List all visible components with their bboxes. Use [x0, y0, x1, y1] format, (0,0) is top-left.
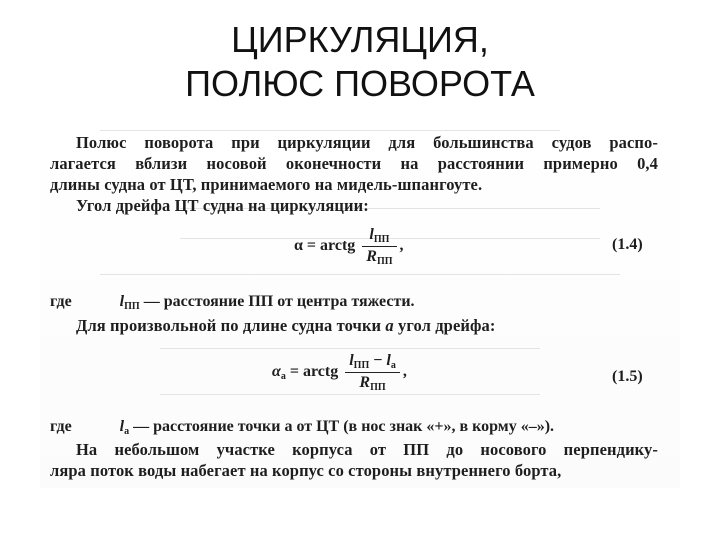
paragraph-4-line-2: ляра поток воды набегает на корпус со стороны внутреннего борта,	[50, 461, 562, 480]
equation-number-1-5: (1.5)	[612, 368, 643, 385]
title-line-2: ПОЛЮС ПОВОРОТА	[185, 63, 535, 104]
formula-2-numerator: $l_{ПП} - l_a$	[345, 352, 400, 373]
paragraph-4	[50, 439, 658, 481]
formula-2-fraction	[345, 352, 400, 393]
paragraph-1-line-2: лагается вблизи носовой оконечности на расстоянии примерно 0,4	[50, 154, 658, 173]
formula-1-4	[294, 226, 404, 267]
formula-2-tail: ,	[402, 363, 407, 381]
formula-1-denominator: $R_{ПП}$	[366, 248, 393, 267]
formula-2-eq: = arctg	[289, 363, 339, 381]
formula-2-denominator: $R_{ПП}$	[359, 374, 386, 393]
where-line-2	[50, 418, 554, 437]
scan-artifact	[100, 274, 620, 275]
where-2-symbol: $l_a$	[119, 418, 130, 437]
equation-number-1-4: (1.4)	[612, 236, 643, 253]
paragraph-4-line-1: На небольшом участке корпуса от ПП до носового перпендику-	[76, 440, 658, 459]
paragraph-3-text: Для произвольной по длине судна точки a угол дрейфа:	[76, 316, 496, 335]
paragraph-1-line-3: длины судна от ЦТ, принимаемого на мидель-шпангоуте.	[50, 175, 483, 194]
formula-1-fraction	[362, 226, 396, 267]
formula-2-lhs: $\alpha_a$	[272, 363, 286, 383]
paragraph-2-text: Угол дрейфа ЦТ судна на циркуляции:	[76, 196, 369, 215]
paragraph-2	[76, 195, 369, 216]
scan-artifact	[100, 130, 560, 131]
scanned-page	[40, 128, 680, 488]
title-line-1: ЦИРКУЛЯЦИЯ,	[231, 19, 489, 60]
scan-artifact	[160, 348, 540, 349]
paragraph-1	[50, 132, 658, 195]
formula-1-lhs: α = arctg	[294, 237, 356, 255]
where-2-label: где	[50, 418, 72, 435]
slide-title	[0, 18, 720, 106]
formula-1-5	[272, 352, 407, 393]
formula-1-numerator: $l_{ПП}$	[362, 226, 396, 247]
where-2-text: — расстояние точки a от ЦТ (в нос знак «+», в корму «–»).	[133, 418, 555, 435]
where-1-text: — расстояние ПП от центра тяжести.	[143, 293, 415, 310]
formula-1-tail: ,	[399, 237, 404, 255]
scan-artifact	[160, 394, 540, 395]
where-1-symbol: $l_{ПП}$	[119, 293, 140, 312]
paragraph-1-line-1: Полюс поворота при циркуляции для большинства судов распо-	[76, 133, 658, 152]
where-1-label: где	[50, 293, 72, 310]
where-line-1	[50, 293, 415, 312]
paragraph-3	[76, 315, 495, 336]
